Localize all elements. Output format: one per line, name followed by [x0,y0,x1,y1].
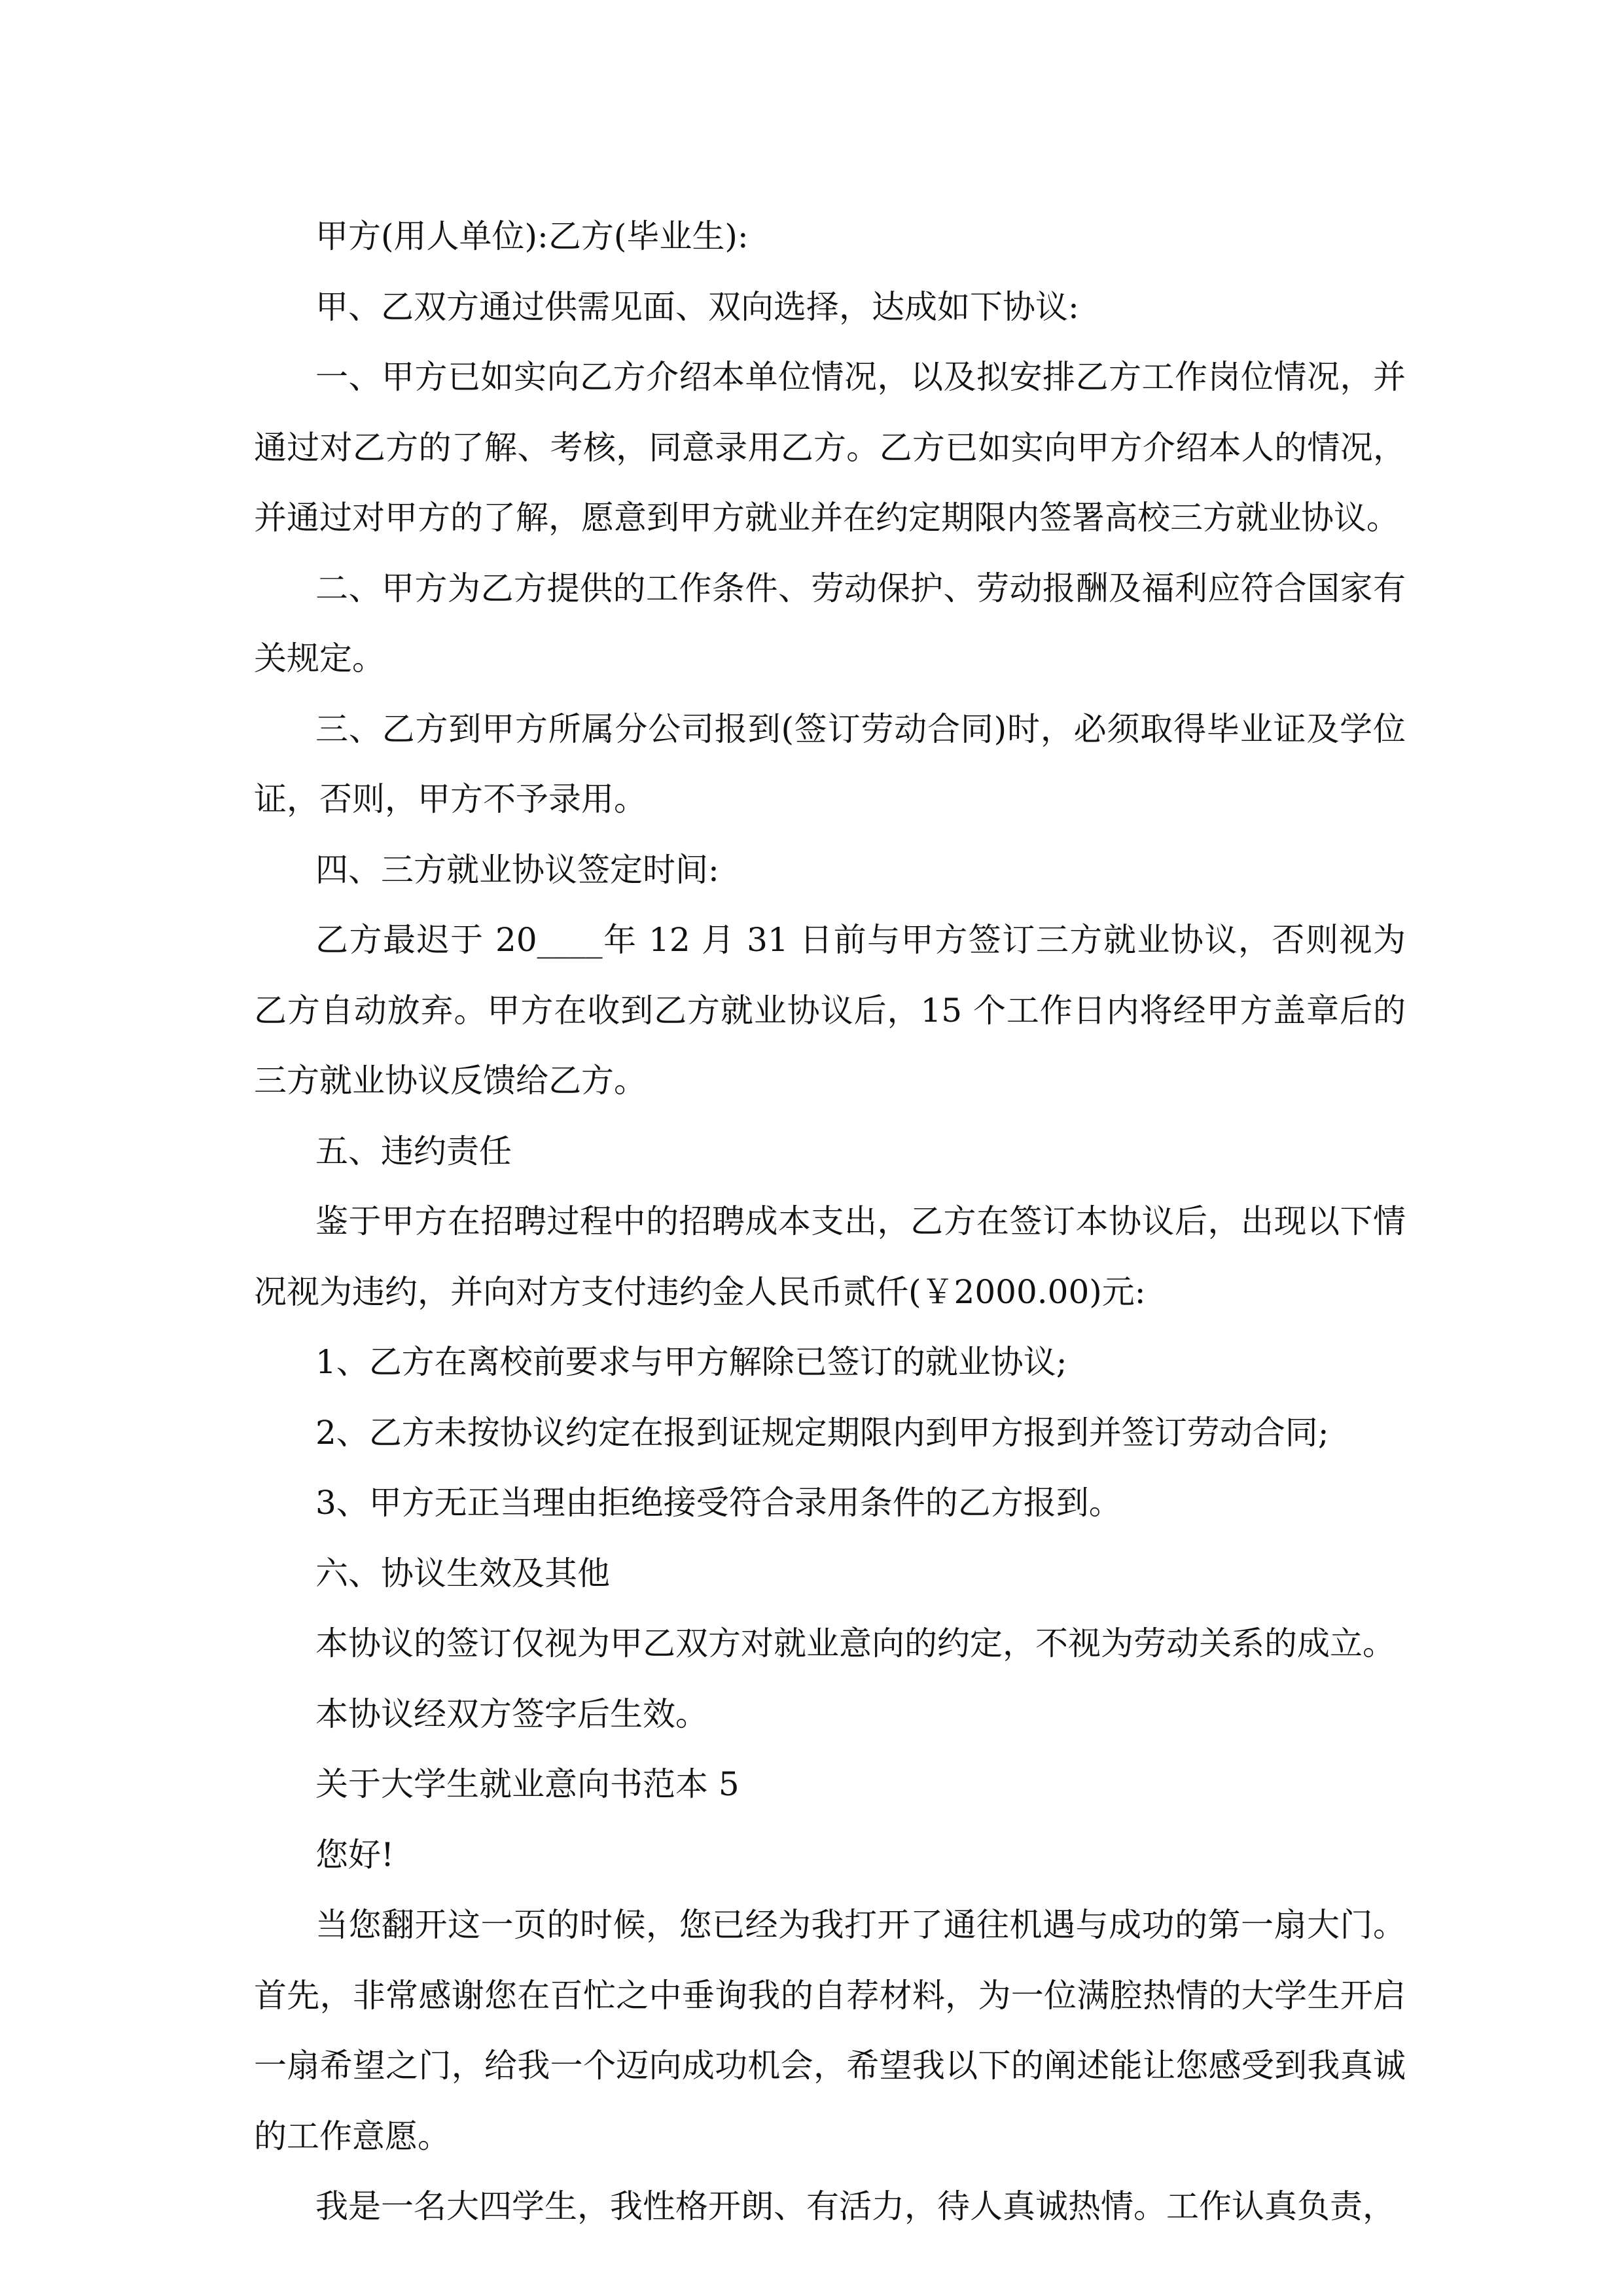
paragraph-letter-intro: 当您翻开这一页的时候，您已经为我打开了通往机遇与成功的第一扇大门。首先，非常感谢您在百忙之中垂询我的自荐材料，为一位满腔热情的大学生开启一扇希望之门，给我一个迈向成功机会，希望我以下的阐述能让您感受到我真诚的工作意愿。 [254,1906,1406,2155]
paragraph-breach-item-3: 3、甲方无正当理由拒绝接受符合录用条件的乙方报到。 [315,1484,1122,1522]
paragraph-agreement-intro: 甲、乙双方通过供需见面、双向选择，达成如下协议: [315,287,1079,326]
paragraph-section-title: 关于大学生就业意向书范本 5 [315,1765,740,1803]
paragraph-breach-item-2: 2、乙方未按协议约定在报到证规定期限内到甲方报到并签订劳动合同; [315,1413,1329,1452]
paragraph-clause-4-body: 乙方最迟于 20____年 12 月 31 日前与甲方签订三方就业协议，否则视为乙方自动放弃。甲方在收到乙方就业协议后，15 个工作日内将经甲方盖章后的三方就业协议反馈给乙方。 [254,921,1406,1100]
paragraph-clause-1: 一、甲方已如实向乙方介绍本单位情况，以及拟安排乙方工作岗位情况，并通过对乙方的了解、考核，同意录用乙方。乙方已如实向甲方介绍本人的情况，并通过对甲方的了解，愿意到甲方就业并在约定期限内签署高校三方就业协议。 [254,358,1406,537]
paragraph-clause-5-heading: 五、违约责任 [315,1132,512,1170]
paragraph-clause-5-body: 鉴于甲方在招聘过程中的招聘成本支出，乙方在签订本协议后，出现以下情况视为违约，并向对方支付违约金人民币贰仟(￥2000.00)元: [254,1202,1406,1311]
paragraph-self-description: 我是一名大四学生，我性格开朗、有活力，待人真诚热情。工作认真负责， [315,2187,1395,2225]
document-body [254,202,1406,2242]
paragraph-greeting: 您好! [315,1835,395,1874]
paragraph-clause-4-heading: 四、三方就业协议签定时间: [315,850,719,889]
paragraph-effective: 本协议经双方签字后生效。 [315,1695,708,1733]
paragraph-clause-6-body: 本协议的签订仅视为甲乙双方对就业意向的约定，不视为劳动关系的成立。 [315,1624,1395,1662]
paragraph-breach-item-1: 1、乙方在离校前要求与甲方解除已签订的就业协议; [315,1343,1067,1381]
paragraph-clause-3: 三、乙方到甲方所属分公司报到(签订劳动合同)时，必须取得毕业证及学位证，否则，甲方不予录用。 [254,709,1406,818]
paragraph-parties: 甲方(用人单位):乙方(毕业生): [315,217,749,255]
paragraph-clause-6-heading: 六、协议生效及其他 [315,1554,610,1592]
paragraph-clause-2: 二、甲方为乙方提供的工作条件、劳动保护、劳动报酬及福利应符合国家有关规定。 [254,569,1406,677]
